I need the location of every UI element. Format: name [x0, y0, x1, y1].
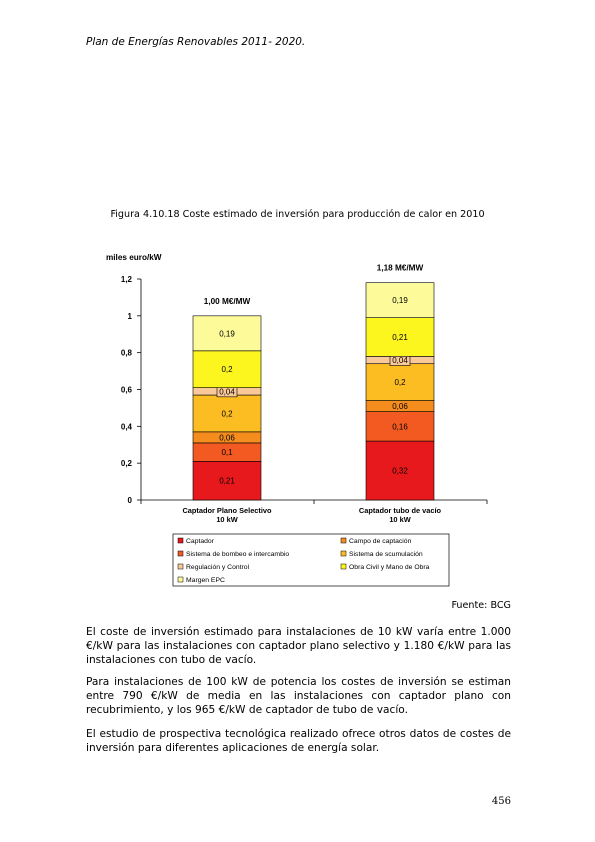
paragraph: El coste de inversión estimado para instalaciones de 10 kW varía entre 1.000 €/kW para las instalaciones con captador plano selectivo y 1.180 €/kW para las instalaciones con tubo de vacío.: [86, 626, 511, 666]
legend-label: Obra Civil y Mano de Obra: [349, 564, 430, 571]
legend-label: Captador: [186, 538, 214, 545]
y-tick-label: 1: [127, 311, 132, 321]
data-label: 0,04: [392, 356, 408, 366]
data-label: 0,21: [392, 333, 408, 343]
figure-caption: Figura 4.10.18 Coste estimado de inversión para producción de calor en 2010: [110, 209, 485, 220]
y-tick-label: 0,4: [120, 422, 132, 432]
y-tick-label: 0,2: [120, 459, 132, 469]
y-tick-label: 0,6: [120, 385, 132, 395]
data-label: 0,06: [392, 402, 408, 412]
running-head: Plan de Energías Renovables 2011- 2020.: [86, 36, 306, 48]
legend-swatch: [341, 551, 346, 556]
legend-label: Sistema de bombeo e intercambio: [186, 551, 290, 558]
y-tick-label: 1,2: [120, 275, 132, 284]
legend-swatch: [178, 538, 183, 543]
legend-label: Margen EPC: [186, 577, 225, 584]
y-axis-label: miles euro/kW: [106, 253, 162, 262]
legend-label: Campo de captación: [349, 538, 412, 545]
data-label: 0,19: [392, 296, 408, 306]
data-label: 0,19: [219, 329, 235, 339]
legend-swatch: [178, 564, 183, 569]
source-note: Fuente: BCG: [451, 600, 511, 611]
legend-swatch: [341, 538, 346, 543]
legend-swatch: [341, 564, 346, 569]
data-label: 0,21: [219, 476, 235, 486]
legend-swatch: [178, 551, 183, 556]
data-label: 0,2: [221, 365, 233, 375]
legend-label: Regulación y Control: [186, 564, 250, 571]
x-category-label: 10 kW: [216, 515, 238, 524]
paragraph: El estudio de prospectiva tecnológica realizado ofrece otros datos de costes de inversión para diferentes aplicaciones de energía solar.: [86, 728, 511, 754]
x-category-label: 10 kW: [389, 515, 411, 524]
page-number: 456: [491, 796, 511, 807]
bar-total-label: 1,00 M€/MW: [203, 296, 251, 306]
data-label: 0,16: [392, 422, 408, 432]
data-label: 0,1: [221, 448, 233, 458]
paragraph: Para instalaciones de 100 kW de potencia los costes de inversión se estiman entre 790 €/kW de media en las instalaciones con captador plano con recubrimiento, y los 965 €/kW de captador de tubo de vacío.: [86, 676, 511, 716]
legend-label: Sistema de scumulación: [349, 551, 423, 558]
data-label: 0,04: [219, 387, 235, 397]
y-tick-label: 0: [127, 496, 132, 505]
y-tick-label: 0,8: [120, 348, 132, 358]
legend-swatch: [178, 577, 183, 582]
bar-total-label: 1,18 M€/MW: [376, 263, 424, 273]
data-label: 0,2: [394, 378, 406, 388]
x-category-label: Captador tubo de vacío: [358, 506, 442, 515]
data-label: 0,2: [221, 409, 233, 419]
x-category-label: Captador Plano Selectivo: [182, 506, 272, 515]
data-label: 0,32: [392, 466, 408, 476]
data-label: 0,06: [219, 433, 235, 443]
